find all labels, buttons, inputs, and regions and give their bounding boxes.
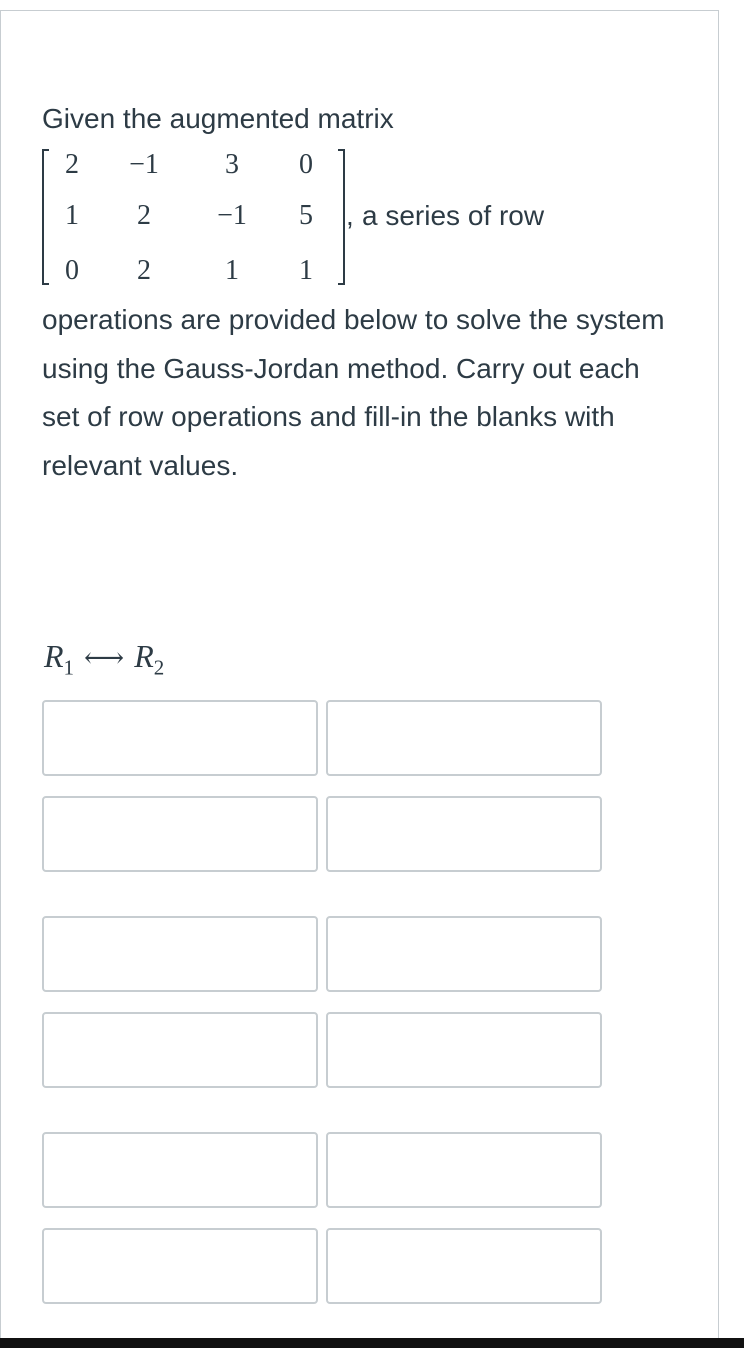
swap-arrow-icon: ⟷ <box>84 643 125 674</box>
answer-input[interactable] <box>42 1228 318 1304</box>
matrix-cell: 5 <box>299 200 313 231</box>
answer-input[interactable] <box>42 1012 318 1088</box>
row-operation-label <box>44 636 164 687</box>
matrix-cell: −1 <box>217 200 247 231</box>
matrix-cell: 2 <box>137 255 151 286</box>
row-op-left-index: 1 <box>63 655 75 680</box>
matrix-cell: 2 <box>65 149 79 180</box>
row-op-left-label: R <box>44 638 64 674</box>
answer-input[interactable] <box>42 916 318 992</box>
matrix-cell: 0 <box>299 149 313 180</box>
matrix-suffix-text: a series of row <box>362 200 545 231</box>
matrix-cell: −1 <box>129 149 159 180</box>
answer-input[interactable] <box>42 796 318 872</box>
matrix-right-bracket <box>338 149 345 285</box>
answer-input[interactable] <box>326 700 602 776</box>
answer-input[interactable] <box>42 700 318 776</box>
matrix-cell: 1 <box>65 200 79 231</box>
matrix-cell: 1 <box>225 255 239 286</box>
matrix-cell: 3 <box>225 149 239 180</box>
answer-input[interactable] <box>326 1012 602 1088</box>
answer-input[interactable] <box>326 1132 602 1208</box>
bottom-edge-bar <box>0 1338 744 1348</box>
matrix-cell: 0 <box>65 255 79 286</box>
answer-input[interactable] <box>42 1132 318 1208</box>
answer-input[interactable] <box>326 1228 602 1304</box>
matrix-comma: , <box>346 200 354 231</box>
matrix-cell: 1 <box>299 255 313 286</box>
augmented-matrix <box>42 145 348 288</box>
matrix-left-bracket <box>42 149 49 285</box>
question-intro: Given the augmented matrix <box>42 103 394 134</box>
answer-input[interactable] <box>326 916 602 992</box>
question-paragraph: operations are provided below to solve the system using the Gauss-Jordan method. Carry out each set of row operations and fill-in the blanks with relevant values. <box>42 304 665 481</box>
row-op-right-index: 2 <box>153 655 165 680</box>
matrix-cell: 2 <box>137 200 151 231</box>
answer-input[interactable] <box>326 796 602 872</box>
row-op-right-label: R <box>134 638 154 674</box>
